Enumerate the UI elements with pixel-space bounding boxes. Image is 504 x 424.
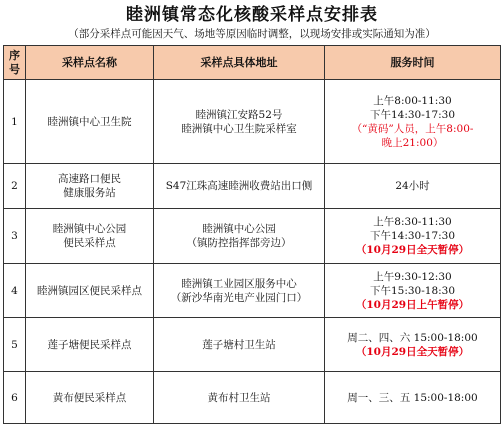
row-address: [154, 80, 325, 164]
row-no: 1: [4, 80, 26, 164]
table-header-row: [4, 46, 501, 80]
row-name-line: 健康服务站: [63, 187, 116, 199]
page-title: 睦洲镇常态化核酸采样点安排表: [126, 5, 378, 25]
table-row: [4, 372, 501, 424]
row-time-red-line: 晚上21:00）: [381, 136, 444, 149]
row-time-notice: （10月29日上午暂停）: [355, 298, 470, 311]
row-address-line: 睦洲镇江安路52号: [195, 108, 283, 121]
row-time: [325, 318, 501, 372]
row-time-line: 24小时: [395, 180, 430, 192]
row-time-notice: （10月29日全天暂停）: [355, 244, 470, 256]
schedule-table: [3, 45, 501, 424]
table-row: [4, 318, 501, 372]
row-time: [325, 164, 501, 209]
row-address-line: S47江珠高速睦洲收费站出口侧: [165, 180, 313, 192]
row-time-line: 上午8:00-11:30: [373, 94, 452, 107]
row-time: [325, 209, 501, 264]
row-name-line: 黄布便民采样点: [52, 391, 127, 404]
row-address: [154, 264, 325, 318]
header-no: 序号: [4, 46, 26, 80]
row-time-line: 下午14:30-17:30: [369, 108, 456, 121]
table-row: [4, 80, 501, 164]
page-subtitle: （部分采样点可能因天气、场地等原因临时调整，以现场安排或实际通知为准）: [68, 28, 436, 40]
row-address-line: 睦洲镇中心卫生院采样室: [181, 122, 297, 135]
row-address-line: 睦洲镇中心公园: [202, 223, 276, 235]
header-name: 采样点名称: [26, 46, 154, 80]
row-time-line: 下午15:30-18:30: [369, 284, 456, 297]
header-address: 采样点具体地址: [154, 46, 325, 80]
row-time-line: 上午9:30-12:30: [373, 270, 452, 283]
row-address-line: 黄布村卫生站: [207, 391, 271, 404]
row-address-line: （新沙华南光电产业园门口）: [170, 291, 308, 304]
row-name: [26, 80, 154, 164]
row-no: 3: [4, 209, 26, 264]
row-time-line: 上午8:30-11:30: [373, 216, 452, 228]
row-name-line: 高速路口便民: [58, 173, 121, 185]
row-address: [154, 372, 325, 424]
row-name-line: 睦洲镇中心公园: [52, 223, 127, 235]
row-no: 6: [4, 372, 26, 424]
row-no: 4: [4, 264, 26, 318]
row-time: [325, 264, 501, 318]
row-name-line: 莲子塘便民采样点: [47, 338, 132, 351]
row-no: 2: [4, 164, 26, 209]
row-time: [325, 372, 501, 424]
row-time-line: 周一、三、五 15:00-18:00: [347, 391, 478, 404]
row-name: [26, 164, 154, 209]
row-address-line: （镇防控指挥部旁边）: [186, 237, 292, 249]
row-address-line: 睦洲镇工业园区服务中心: [181, 277, 297, 290]
row-time-line: 下午14:30-17:30: [369, 230, 456, 242]
table-row: [4, 264, 501, 318]
header-time: 服务时间: [325, 46, 501, 80]
row-name: [26, 209, 154, 264]
table-row: [4, 209, 501, 264]
row-address: [154, 164, 325, 209]
row-name: [26, 264, 154, 318]
row-time-red-line: （“黄码”人员，上午8:00-: [351, 122, 474, 135]
table-row: [4, 164, 501, 209]
row-time-line: 周二、四、六 15:00-18:00: [347, 331, 478, 344]
row-name-line: 便民采样点: [63, 237, 116, 249]
row-name-line: 睦洲镇园区便民采样点: [37, 284, 142, 297]
row-name: [26, 318, 154, 372]
row-name-line: 睦洲镇中心卫生院: [47, 115, 132, 128]
row-time: [325, 80, 501, 164]
row-address-line: 莲子塘村卫生站: [202, 338, 276, 351]
row-time-notice: （10月29日全天暂停）: [355, 345, 470, 358]
row-no: 5: [4, 318, 26, 372]
row-address: [154, 209, 325, 264]
row-name: [26, 372, 154, 424]
row-address: [154, 318, 325, 372]
